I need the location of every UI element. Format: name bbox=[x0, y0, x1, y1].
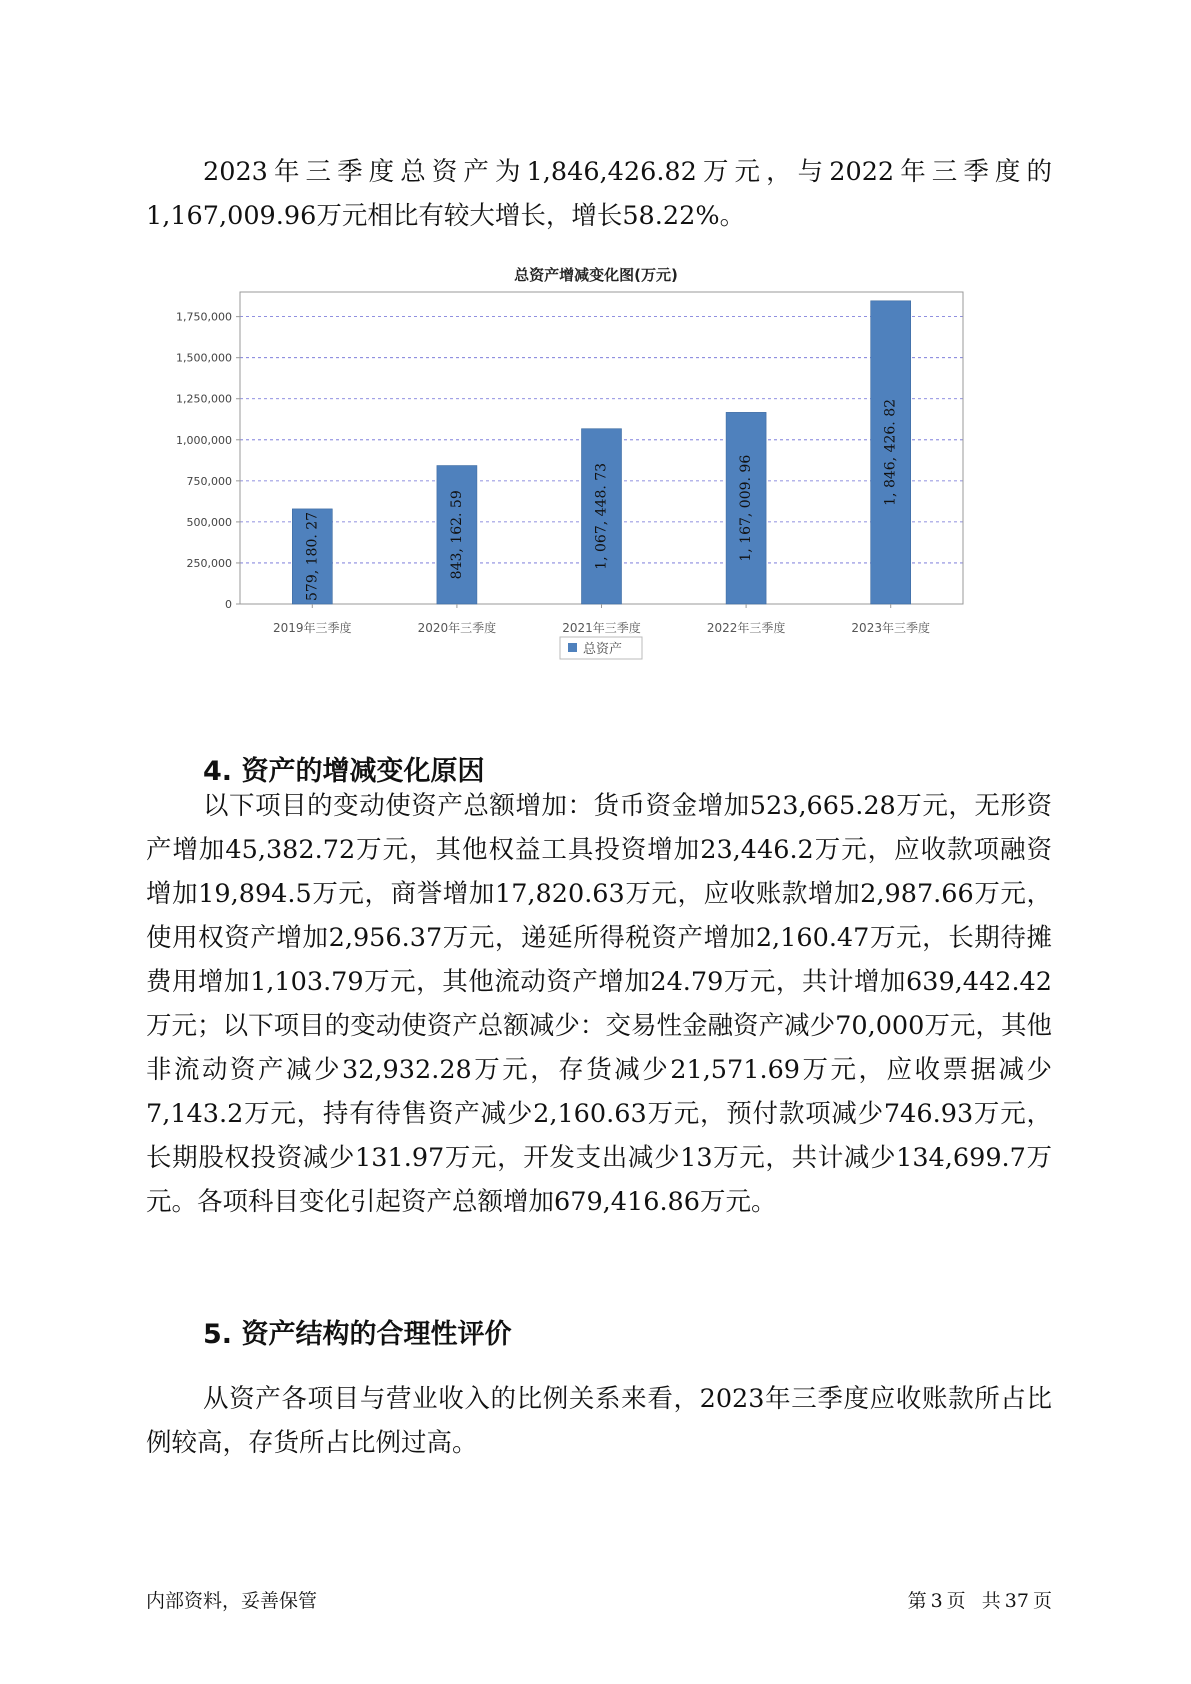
page-unit: 页 bbox=[946, 1590, 966, 1612]
y-tick-label: 500,000 bbox=[186, 515, 232, 529]
section5-heading: 5. 资产结构的合理性评价 bbox=[203, 1319, 512, 1350]
page-current: 3 bbox=[930, 1590, 943, 1612]
page-total: 37 bbox=[1004, 1590, 1029, 1612]
page-prefix: 第 bbox=[907, 1590, 927, 1612]
bar-data-label: 1, 067, 448. 73 bbox=[593, 462, 610, 570]
section4-heading: 4. 资产的增减变化原因 bbox=[203, 756, 485, 787]
y-tick-label: 0 bbox=[225, 598, 232, 611]
total-assets-bar-chart bbox=[150, 262, 1030, 722]
y-tick-label: 1,000,000 bbox=[176, 433, 232, 447]
legend-swatch bbox=[568, 643, 577, 652]
x-category-label: 2023年三季度 bbox=[851, 621, 930, 635]
x-category-label: 2021年三季度 bbox=[562, 621, 641, 635]
legend-label: 总资产 bbox=[583, 642, 623, 657]
y-tick-label: 1,500,000 bbox=[176, 351, 232, 365]
footer-confidential-note: 内部资料，妥善保管 bbox=[146, 1590, 318, 1612]
footer-page-number bbox=[906, 1586, 1054, 1613]
bar-data-label: 843, 162. 59 bbox=[448, 490, 465, 580]
x-category-label: 2020年三季度 bbox=[417, 621, 497, 635]
y-tick-label: 1,250,000 bbox=[176, 392, 232, 406]
intro-paragraph: 2023年三季度总资产为1,846,426.82万元，与2022年三季度的1,167,009.96万元相比有较大增长，增长58.22%。 bbox=[146, 157, 1052, 231]
total-prefix: 共 bbox=[981, 1590, 1001, 1612]
bar-data-label: 1, 846, 426. 82 bbox=[882, 398, 899, 506]
total-unit: 页 bbox=[1032, 1590, 1052, 1612]
section4-paragraph: 以下项目的变动使资产总额增加：货币资金增加523,665.28万元，无形资产增加45,382.72万元，其他权益工具投资增加23,446.2万元，应收款项融资增加19,894.5万元，商誉增加17,820.63万元，应收账款增加2,987.66万元，使用权资产增加2,956.37万元，递延所得税资产增加2,160.47万元，长期待摊费用增加1,103.79万元，其他流动资产增加24.79万元，共计增加639,442.42万元；以下项目的变动使资产总额减少：交易性金融资产减少70,000万元，其他非流动资产减少32,932.28万元，存货减少21,571.69万元，应收票据减少7,143.2万元，持有待售资产减少2,160.63万元，预付款项减少746.93万元，长期股权投资减少131.97万元，开发支出减少13万元，共计减少134,699.7万元。各项科目变化引起资产总额增加679,416.86万元。 bbox=[146, 791, 1052, 1217]
y-tick-label: 250,000 bbox=[186, 556, 232, 570]
y-tick-label: 750,000 bbox=[186, 474, 232, 488]
bar-data-label: 1, 167, 009. 96 bbox=[738, 454, 755, 562]
x-category-label: 2022年三季度 bbox=[706, 621, 786, 635]
y-tick-label: 1,750,000 bbox=[176, 310, 232, 324]
section5-paragraph: 从资产各项目与营业收入的比例关系来看，2023年三季度应收账款所占比例较高，存货所占比例过高。 bbox=[146, 1384, 1052, 1458]
chart-title: 总资产增减变化图(万元) bbox=[514, 266, 678, 284]
bar-data-label: 579, 180. 27 bbox=[304, 511, 321, 601]
chart-legend bbox=[560, 637, 642, 659]
x-category-label: 2019年三季度 bbox=[273, 621, 352, 635]
